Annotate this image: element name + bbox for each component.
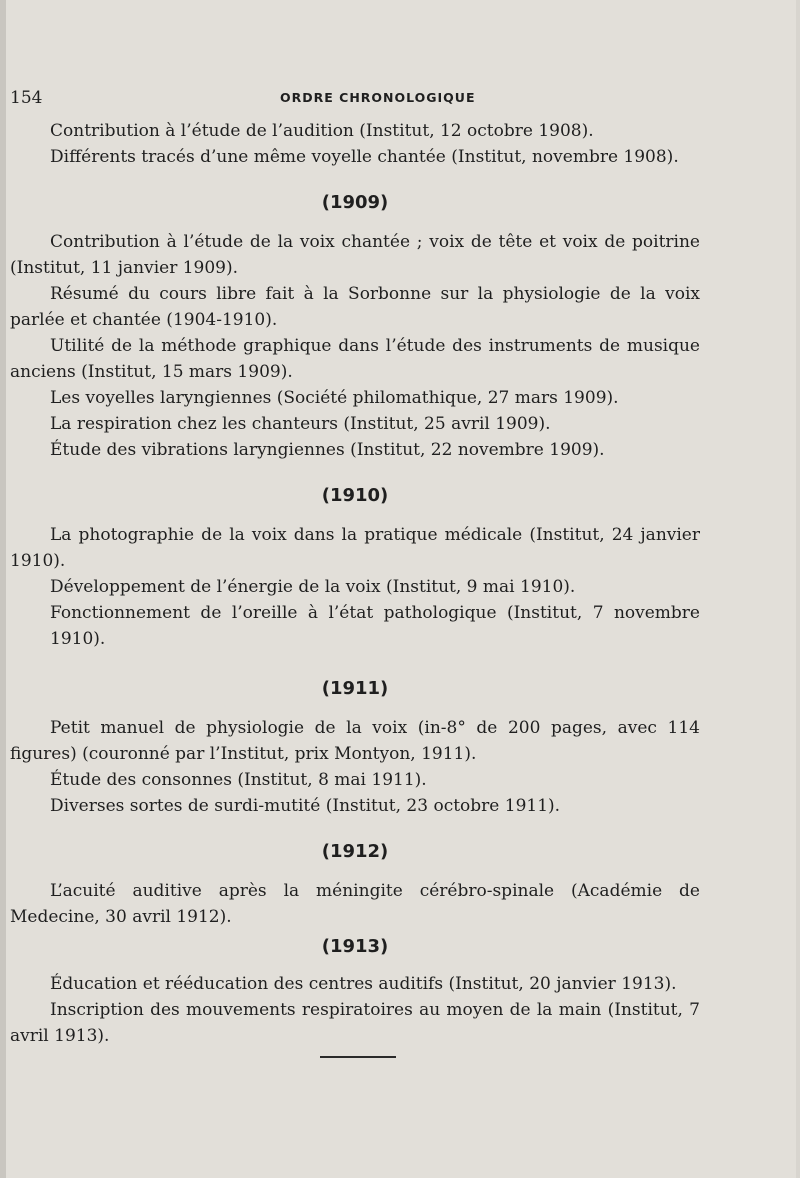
entry-1913-1: Éducation et rééducation des centres auditifs (Institut, 20 janvier 1913). [50, 974, 677, 994]
closing-rule [320, 1056, 396, 1058]
year-heading-1909: (1909) [321, 192, 389, 213]
entry-1911-3: Diverses sortes de surdi-mutité (Institut, 23 octobre 1911). [50, 796, 561, 816]
chronological-list [10, 118, 700, 1049]
entry-1909-2: Résumé du cours libre fait à la Sorbonne sur la physiologie de la voix parlée et chantée (1904-1910). [10, 284, 700, 330]
page-number: 154 [10, 88, 43, 108]
entry-1908-2: Différents tracés d’une même voyelle chantée (Institut, novembre 1908). [50, 147, 679, 167]
entry-1908-1: Contribution à l’étude de l’audition (Institut, 12 octobre 1908). [50, 121, 594, 141]
page-edge-right [796, 0, 800, 1178]
entry-1912-1: L’acuité auditive après la méningite cérébro-spinale (Académie de Medecine, 30 avril 1912). [10, 881, 700, 927]
year-heading-1910: (1910) [321, 485, 389, 506]
entry-1909-5: La respiration chez les chanteurs (Institut, 25 avril 1909). [50, 414, 551, 434]
page-header [10, 88, 700, 112]
entry-1909-6: Étude des vibrations laryngiennes (Institut, 22 novembre 1909). [50, 440, 605, 460]
entry-1913-2: Inscription des mouvements respiratoires au moyen de la main (Institut, 7 avril 1913). [10, 1000, 700, 1046]
entry-1911-1: Petit manuel de physiologie de la voix (in-8° de 200 pages, avec 114 figures) (couronné par l’Institut, prix Montyon, 1911). [10, 718, 700, 764]
year-heading-1913: (1913) [321, 936, 389, 957]
entry-1909-1: Contribution à l’étude de la voix chantée ; voix de tête et voix de poitrine (Institut, 11 janvier 1909). [10, 232, 700, 278]
entry-1910-3: Fonctionnement de l’oreille à l’état pathologique (Institut, 7 novembre 1910). [50, 603, 700, 649]
running-head: ORDRE CHRONOLOGIQUE [280, 90, 476, 105]
entry-1911-2: Étude des consonnes (Institut, 8 mai 1911). [50, 770, 427, 790]
year-heading-1911: (1911) [321, 678, 389, 699]
entry-1910-2: Développement de l’énergie de la voix (Institut, 9 mai 1910). [50, 577, 576, 597]
year-heading-1912: (1912) [321, 841, 389, 862]
page-edge-left [0, 0, 6, 1178]
entry-1909-4: Les voyelles laryngiennes (Société philomathique, 27 mars 1909). [50, 388, 619, 408]
entry-1909-3: Utilité de la méthode graphique dans l’étude des instruments de musique anciens (Institut, 15 mars 1909). [10, 336, 700, 382]
entry-1910-1: La photographie de la voix dans la pratique médicale (Institut, 24 janvier 1910). [10, 525, 700, 571]
